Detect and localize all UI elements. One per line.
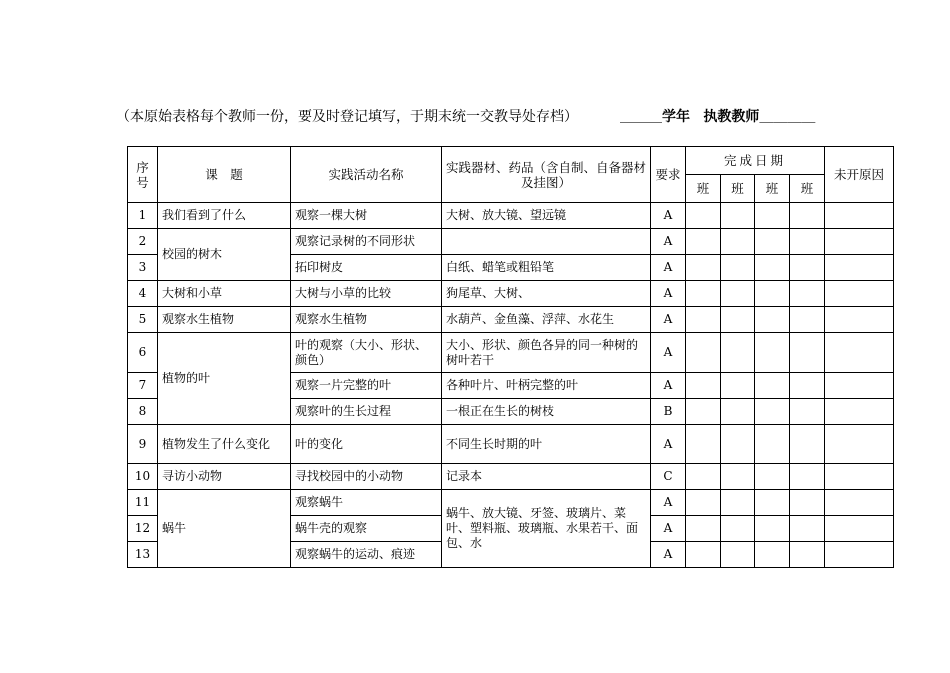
reason-cell bbox=[825, 281, 894, 307]
row-requirement: A bbox=[651, 542, 686, 568]
row-activity: 观察蜗牛的运动、痕迹 bbox=[291, 542, 442, 568]
date-cell bbox=[686, 333, 721, 373]
teacher-blank: ＿＿＿＿ bbox=[759, 109, 816, 125]
row-no: 13 bbox=[128, 542, 158, 568]
row-no: 6 bbox=[128, 333, 158, 373]
date-cell bbox=[721, 464, 755, 490]
row-requirement: A bbox=[651, 255, 686, 281]
reason-cell bbox=[825, 203, 894, 229]
date-cell bbox=[721, 490, 755, 516]
row-requirement: A bbox=[651, 281, 686, 307]
date-cell bbox=[721, 255, 755, 281]
date-cell bbox=[755, 307, 790, 333]
col-header-materials: 实践器材、药品（含自制、自备器材及挂图） bbox=[442, 147, 651, 203]
reason-cell bbox=[825, 373, 894, 399]
date-cell bbox=[790, 490, 825, 516]
col-header-completion-date: 完成日期 bbox=[686, 147, 825, 175]
row-materials: 一根正在生长的树枝 bbox=[442, 399, 651, 425]
date-cell bbox=[755, 333, 790, 373]
date-cell bbox=[755, 464, 790, 490]
date-cell bbox=[721, 399, 755, 425]
date-cell bbox=[790, 516, 825, 542]
table-row bbox=[128, 229, 894, 255]
row-activity: 蜗牛壳的观察 bbox=[291, 516, 442, 542]
row-requirement: A bbox=[651, 490, 686, 516]
reason-cell bbox=[825, 229, 894, 255]
row-topic: 观察水生植物 bbox=[158, 307, 291, 333]
table-row bbox=[128, 464, 894, 490]
row-activity: 观察记录树的不同形状 bbox=[291, 229, 442, 255]
row-topic: 蜗牛 bbox=[158, 490, 291, 568]
date-cell bbox=[755, 281, 790, 307]
reason-cell bbox=[825, 542, 894, 568]
date-cell bbox=[686, 425, 721, 464]
date-cell bbox=[790, 425, 825, 464]
row-requirement: B bbox=[651, 399, 686, 425]
date-cell bbox=[755, 255, 790, 281]
date-cell bbox=[755, 542, 790, 568]
row-activity: 观察蜗牛 bbox=[291, 490, 442, 516]
reason-cell bbox=[825, 516, 894, 542]
date-cell bbox=[686, 373, 721, 399]
reason-cell bbox=[825, 425, 894, 464]
date-cell bbox=[755, 203, 790, 229]
date-cell bbox=[790, 333, 825, 373]
date-cell bbox=[686, 464, 721, 490]
table-row bbox=[128, 203, 894, 229]
year-label: 学年 bbox=[662, 109, 690, 125]
row-topic: 植物的叶 bbox=[158, 333, 291, 425]
row-topic: 校园的树木 bbox=[158, 229, 291, 281]
date-cell bbox=[721, 425, 755, 464]
table-row bbox=[128, 307, 894, 333]
date-cell bbox=[790, 255, 825, 281]
row-requirement: A bbox=[651, 333, 686, 373]
date-cell bbox=[686, 281, 721, 307]
date-cell bbox=[790, 542, 825, 568]
date-cell bbox=[721, 203, 755, 229]
row-activity: 观察一片完整的叶 bbox=[291, 373, 442, 399]
date-cell bbox=[686, 542, 721, 568]
row-no: 10 bbox=[128, 464, 158, 490]
reason-cell bbox=[825, 307, 894, 333]
col-header-no: 序号 bbox=[128, 147, 158, 203]
date-cell bbox=[721, 307, 755, 333]
row-no: 4 bbox=[128, 281, 158, 307]
row-materials: 记录本 bbox=[442, 464, 651, 490]
date-cell bbox=[755, 373, 790, 399]
row-no: 8 bbox=[128, 399, 158, 425]
table-row bbox=[128, 281, 894, 307]
year-blank: ＿＿＿ bbox=[620, 109, 662, 125]
row-requirement: A bbox=[651, 425, 686, 464]
reason-cell bbox=[825, 464, 894, 490]
col-header-activity: 实践活动名称 bbox=[291, 147, 442, 203]
row-no: 9 bbox=[128, 425, 158, 464]
row-materials: 蜗牛、放大镜、牙签、玻璃片、菜叶、塑料瓶、玻璃瓶、水果若干、面包、水 bbox=[442, 490, 651, 568]
row-no: 5 bbox=[128, 307, 158, 333]
date-cell bbox=[755, 399, 790, 425]
row-requirement: A bbox=[651, 229, 686, 255]
date-cell bbox=[721, 516, 755, 542]
table-row bbox=[128, 333, 894, 373]
row-requirement: A bbox=[651, 373, 686, 399]
col-header-class-3: 班 bbox=[755, 175, 790, 203]
row-no: 7 bbox=[128, 373, 158, 399]
row-requirement: A bbox=[651, 307, 686, 333]
date-cell bbox=[755, 425, 790, 464]
form-header bbox=[116, 104, 846, 128]
date-cell bbox=[790, 281, 825, 307]
reason-cell bbox=[825, 399, 894, 425]
experiment-record-table bbox=[127, 146, 894, 568]
row-topic: 大树和小草 bbox=[158, 281, 291, 307]
date-cell bbox=[790, 229, 825, 255]
date-cell bbox=[686, 229, 721, 255]
row-topic: 我们看到了什么 bbox=[158, 203, 291, 229]
row-no: 2 bbox=[128, 229, 158, 255]
row-materials: 白纸、蜡笔或粗铅笔 bbox=[442, 255, 651, 281]
row-activity: 大树与小草的比较 bbox=[291, 281, 442, 307]
date-cell bbox=[686, 255, 721, 281]
date-cell bbox=[686, 516, 721, 542]
table-row bbox=[128, 425, 894, 464]
row-activity: 叶的观察（大小、形状、颜色） bbox=[291, 333, 442, 373]
col-header-class-2: 班 bbox=[721, 175, 755, 203]
col-header-class-1: 班 bbox=[686, 175, 721, 203]
row-no: 11 bbox=[128, 490, 158, 516]
date-cell bbox=[686, 399, 721, 425]
reason-cell bbox=[825, 255, 894, 281]
date-cell bbox=[755, 229, 790, 255]
reason-cell bbox=[825, 333, 894, 373]
row-materials: 各种叶片、叶柄完整的叶 bbox=[442, 373, 651, 399]
date-cell bbox=[790, 373, 825, 399]
row-requirement: A bbox=[651, 516, 686, 542]
date-cell bbox=[686, 490, 721, 516]
date-cell bbox=[721, 373, 755, 399]
row-activity: 寻找校园中的小动物 bbox=[291, 464, 442, 490]
date-cell bbox=[755, 490, 790, 516]
row-activity: 观察叶的生长过程 bbox=[291, 399, 442, 425]
row-no: 1 bbox=[128, 203, 158, 229]
row-activity: 观察水生植物 bbox=[291, 307, 442, 333]
col-header-topic: 课 题 bbox=[158, 147, 291, 203]
date-cell bbox=[721, 333, 755, 373]
row-topic: 寻访小动物 bbox=[158, 464, 291, 490]
row-no: 12 bbox=[128, 516, 158, 542]
reason-cell bbox=[825, 490, 894, 516]
row-activity: 拓印树皮 bbox=[291, 255, 442, 281]
date-cell bbox=[721, 281, 755, 307]
date-cell bbox=[686, 203, 721, 229]
form-note: （本原始表格每个教师一份，要及时登记填写，于期末统一交教导处存档） bbox=[116, 109, 578, 125]
row-activity: 叶的变化 bbox=[291, 425, 442, 464]
teacher-label: 执教教师 bbox=[703, 109, 760, 125]
row-requirement: A bbox=[651, 203, 686, 229]
date-cell bbox=[721, 542, 755, 568]
row-materials: 大小、形状、颜色各异的同一种树的树叶若干 bbox=[442, 333, 651, 373]
row-materials: 狗尾草、大树、 bbox=[442, 281, 651, 307]
row-requirement: C bbox=[651, 464, 686, 490]
row-materials bbox=[442, 229, 651, 255]
row-materials: 大树、放大镜、望远镜 bbox=[442, 203, 651, 229]
row-materials: 不同生长时期的叶 bbox=[442, 425, 651, 464]
date-cell bbox=[790, 464, 825, 490]
date-cell bbox=[790, 399, 825, 425]
date-cell bbox=[721, 229, 755, 255]
date-cell bbox=[755, 516, 790, 542]
table-row bbox=[128, 490, 894, 516]
col-header-not-done-reason: 未开原因 bbox=[825, 147, 894, 203]
row-topic: 植物发生了什么变化 bbox=[158, 425, 291, 464]
date-cell bbox=[790, 307, 825, 333]
date-cell bbox=[686, 307, 721, 333]
row-materials: 水葫芦、金鱼藻、浮萍、水花生 bbox=[442, 307, 651, 333]
date-cell bbox=[790, 203, 825, 229]
col-header-requirement: 要求 bbox=[651, 147, 686, 203]
row-no: 3 bbox=[128, 255, 158, 281]
row-activity: 观察一棵大树 bbox=[291, 203, 442, 229]
year-teacher-line bbox=[620, 106, 815, 126]
col-header-class-4: 班 bbox=[790, 175, 825, 203]
